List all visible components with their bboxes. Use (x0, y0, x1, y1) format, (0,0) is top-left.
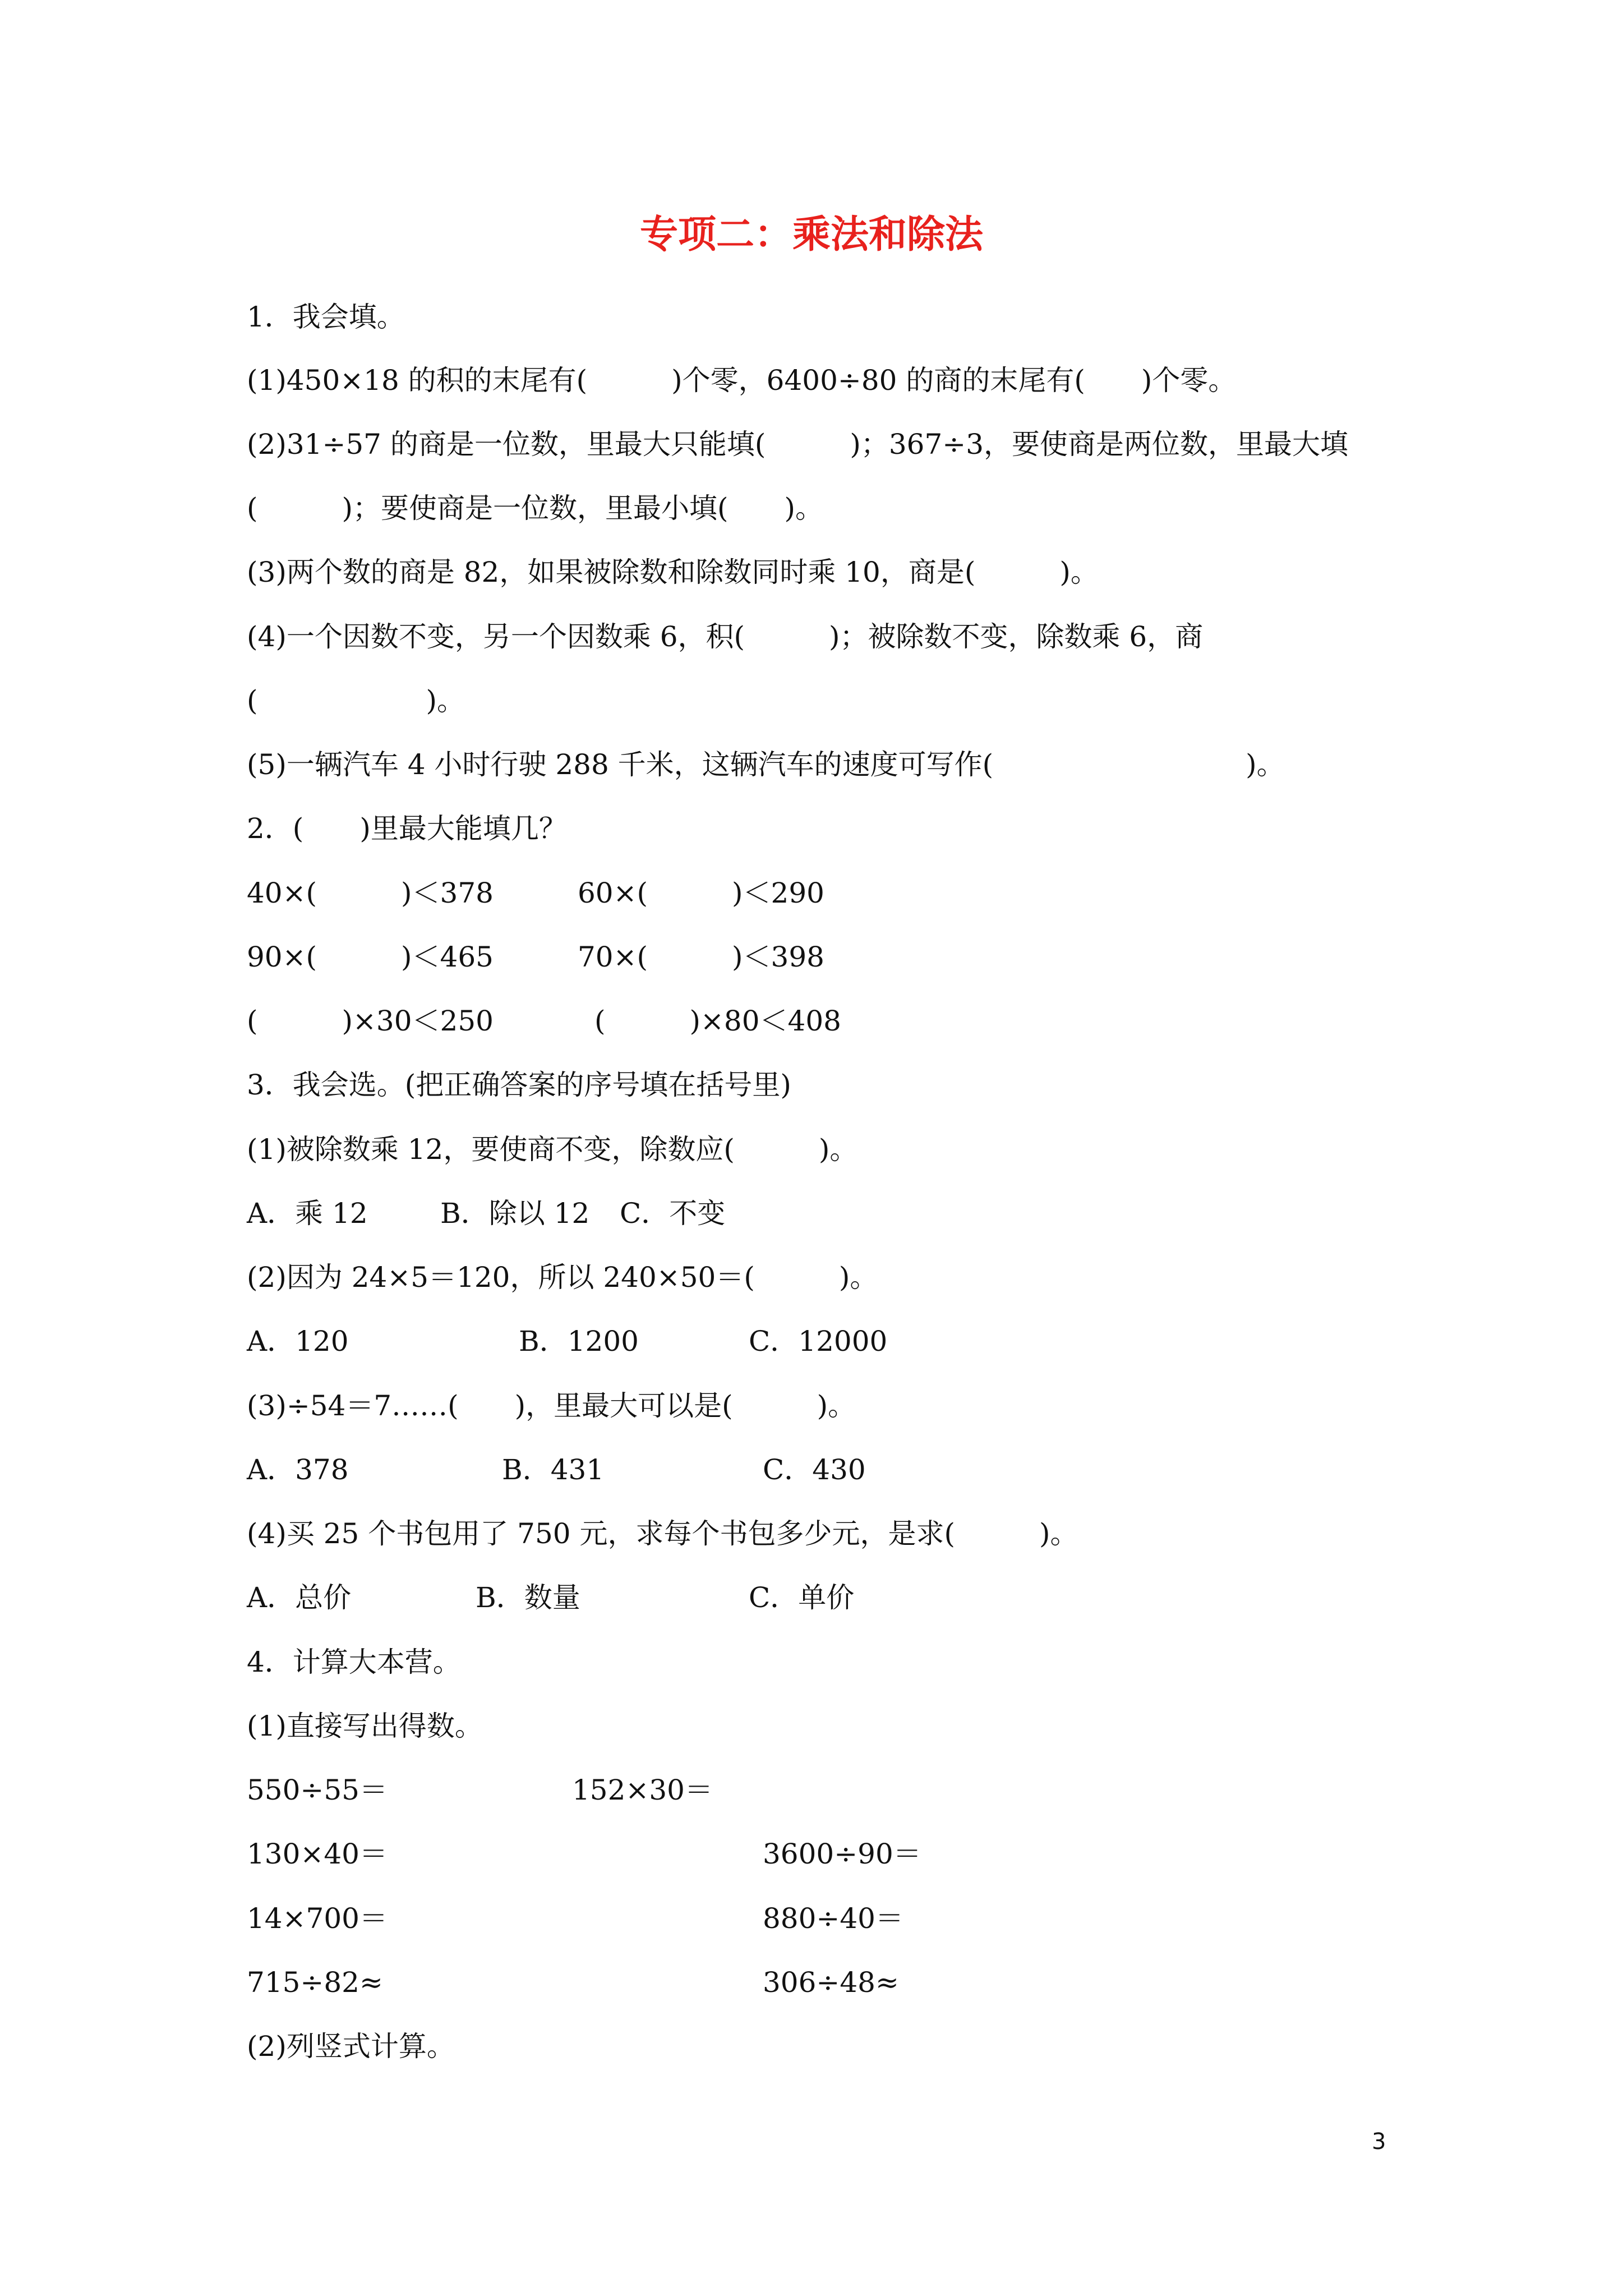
q3-sub2-option-c: C．12000 (749, 1325, 888, 1358)
q3-sub1-option-b: B．除以 12 (440, 1197, 590, 1230)
q3-sub3-option-c: C．430 (763, 1453, 866, 1486)
q1-line-4: (3)两个数的商是 82，如果被除数和除数同时乘 10，商是( )。 (247, 556, 1099, 588)
q4-sub2-heading: (2)列竖式计算。 (247, 2030, 455, 2063)
q2-row1-right: 60×( )＜290 (578, 877, 824, 909)
q3-heading: 3．我会选。(把正确答案的序号填在括号里) (247, 1069, 791, 1101)
q3-sub1-stem: (1)被除数乘 12，要使商不变，除数应( )。 (247, 1133, 858, 1166)
q2-row1-left: 40×( )＜378 (247, 877, 494, 909)
q1-line-1: (1)450×18 的积的末尾有( )个零，6400÷80 的商的末尾有( )个零。 (247, 364, 1237, 397)
q4-expr-4b: 306÷48≈ (763, 1966, 899, 1999)
q2-row2-left: 90×( )＜465 (247, 941, 494, 973)
q4-heading: 4．计算大本营。 (247, 1646, 461, 1678)
q3-sub4-option-b: B．数量 (476, 1581, 580, 1614)
q2-row3-right: ( )×80＜408 (594, 1005, 841, 1037)
q4-expr-4a: 715÷82≈ (247, 1966, 383, 1999)
q1-line-6: ( )。 (247, 684, 465, 717)
q2-heading: 2．( )里最大能填几？ (247, 812, 567, 845)
q3-sub3-stem: (3)÷54＝7……( )，里最大可以是( )。 (247, 1389, 856, 1422)
q1-line-7: (5)一辆汽车 4 小时行驶 288 千米，这辆汽车的速度可写作( )。 (247, 748, 1285, 781)
page-number: 3 (1372, 2129, 1386, 2155)
q4-expr-2b: 3600÷90＝ (763, 1838, 921, 1870)
q4-expr-1a: 550÷55＝ (247, 1774, 388, 1806)
q3-sub1-option-c: C．不变 (620, 1197, 726, 1230)
q4-expr-1b: 152×30＝ (572, 1774, 713, 1806)
q1-line-2: (2)31÷57 的商是一位数，里最大只能填( )；367÷3，要使商是两位数，里最大填 (247, 428, 1349, 461)
q4-expr-3b: 880÷40＝ (763, 1902, 903, 1935)
q3-sub2-option-b: B．1200 (519, 1325, 639, 1358)
q3-sub4-option-c: C．单价 (749, 1581, 855, 1614)
q3-sub4-option-a: A．总价 (247, 1581, 352, 1614)
q3-sub3-option-a: A．378 (247, 1453, 349, 1486)
page-title: 专项二：乘法和除法 (639, 212, 983, 257)
q3-sub1-option-a: A．乘 12 (247, 1197, 368, 1230)
q1-line-3: ( )；要使商是一位数，里最小填( )。 (247, 492, 824, 524)
q4-expr-3a: 14×700＝ (247, 1902, 388, 1935)
q3-sub2-stem: (2)因为 24×5＝120，所以 240×50＝( )。 (247, 1261, 878, 1294)
q3-sub3-option-b: B．431 (502, 1453, 605, 1486)
q3-sub2-option-a: A．120 (247, 1325, 349, 1358)
q3-sub4-stem: (4)买 25 个书包用了 750 元，求每个书包多少元，是求( )。 (247, 1517, 1078, 1550)
q1-heading: 1．我会填。 (247, 301, 405, 333)
q1-line-5: (4)一个因数不变，另一个因数乘 6，积( )；被除数不变，除数乘 6，商 (247, 620, 1204, 653)
q2-row2-right: 70×( )＜398 (578, 941, 824, 973)
q4-expr-2a: 130×40＝ (247, 1838, 388, 1870)
q2-row3-left: ( )×30＜250 (247, 1005, 494, 1037)
q4-sub1-heading: (1)直接写出得数。 (247, 1710, 483, 1742)
